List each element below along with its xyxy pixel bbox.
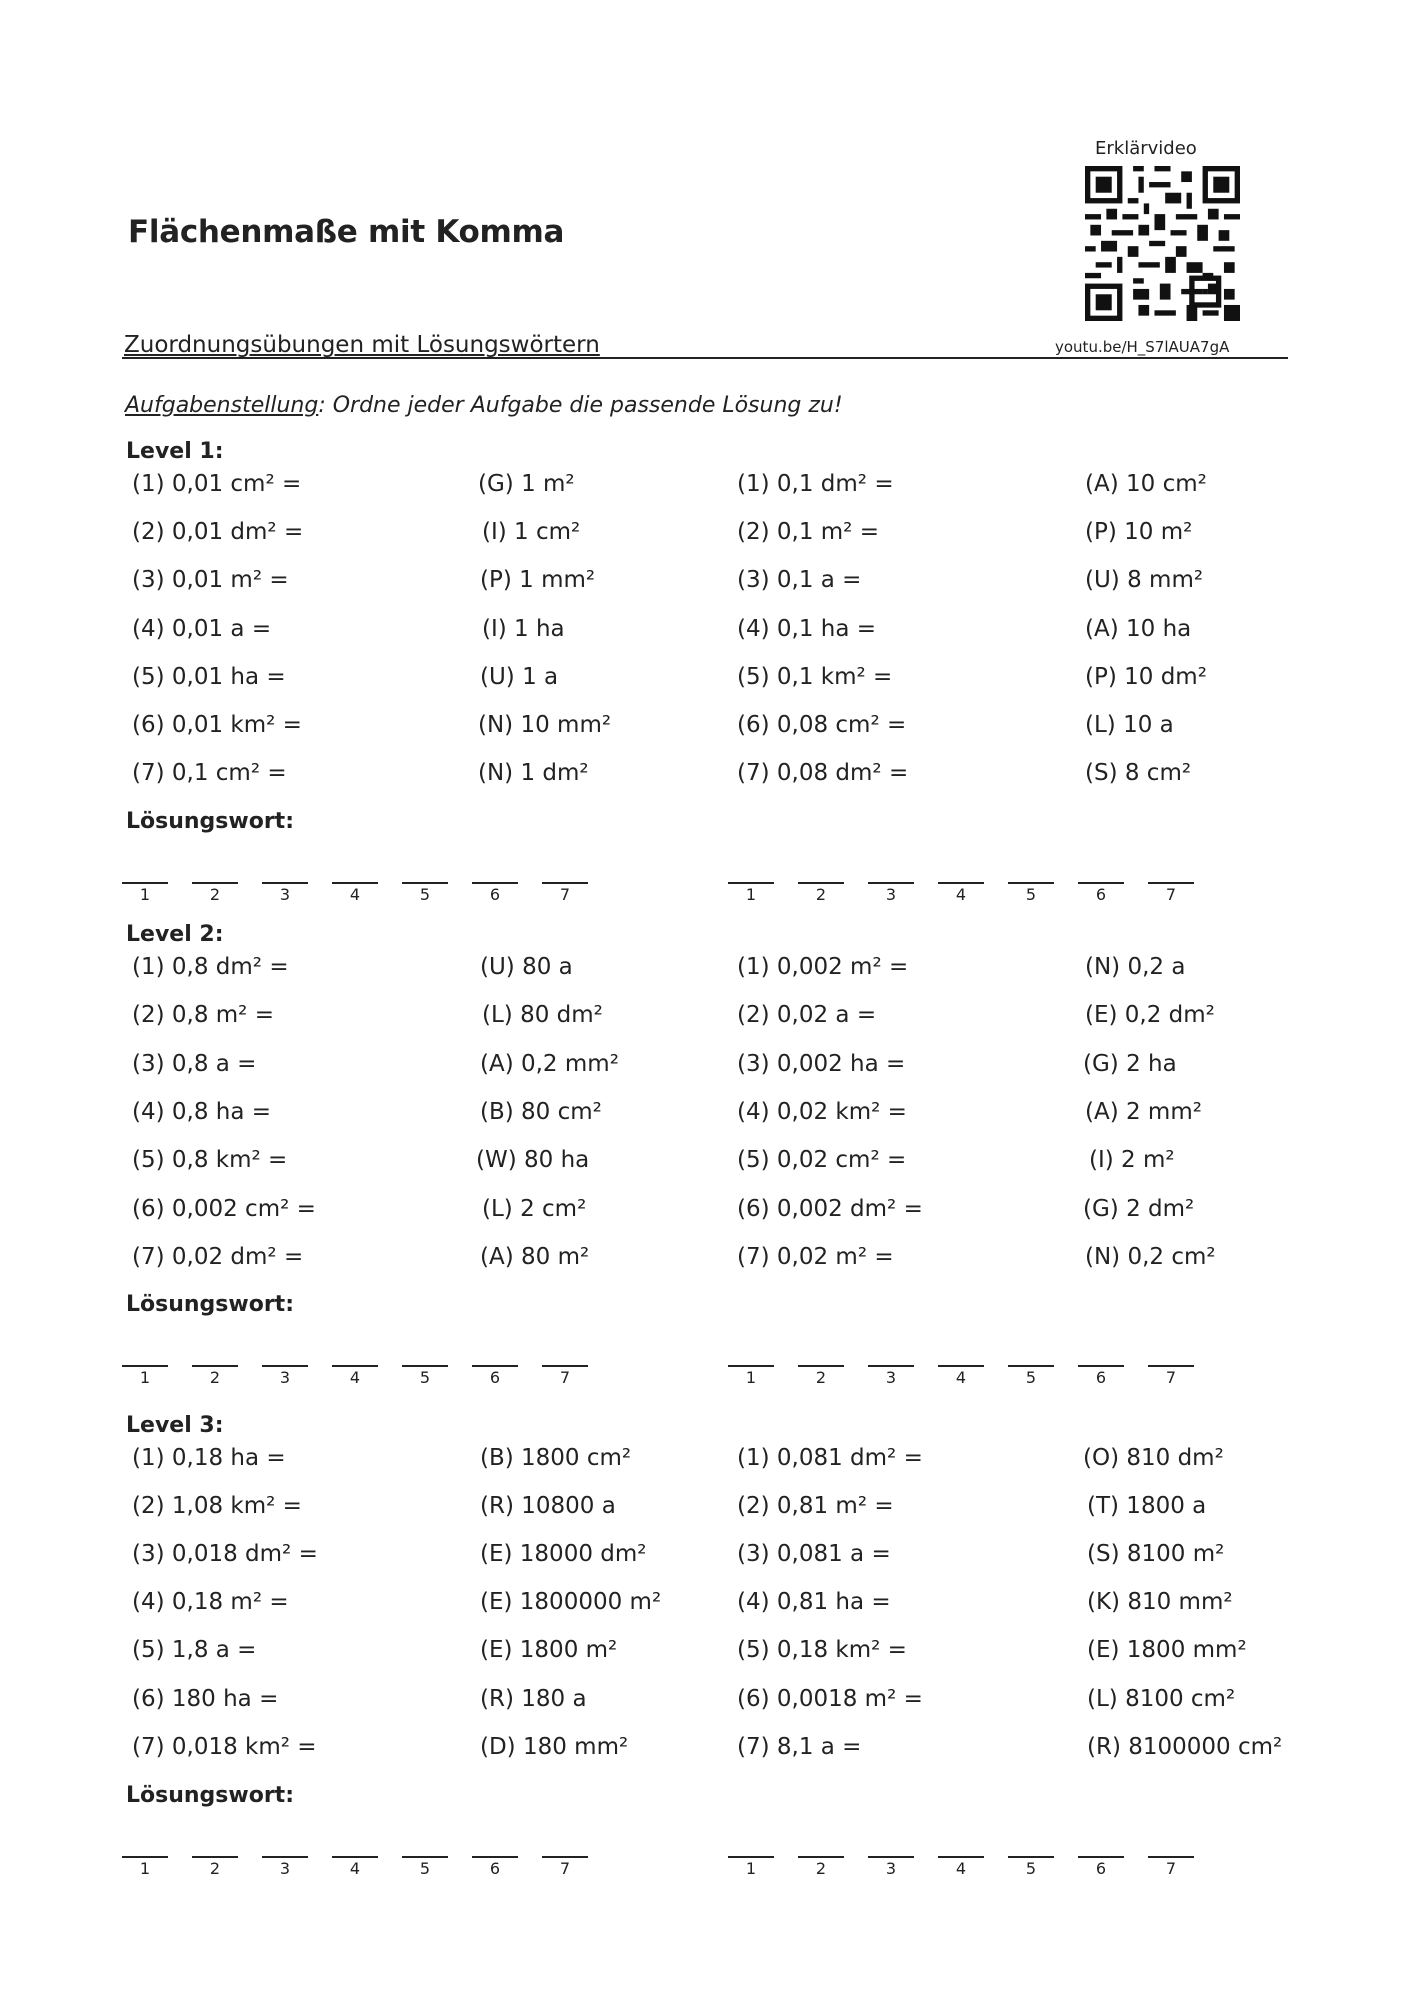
level-1-right-task-5: (5) 0,1 km² =	[737, 664, 893, 690]
level-1-right-task-7: (7) 0,08 dm² =	[737, 760, 909, 786]
level-3-left-task-4: (4) 0,18 m² =	[132, 1589, 289, 1615]
blank-number: 5	[419, 1859, 431, 1878]
level-1-right-task-1: (1) 0,1 dm² =	[737, 471, 894, 497]
level-1-left-answer-6: (N) 10 mm²	[478, 712, 612, 738]
level-1-left-answer-3: (P) 1 mm²	[480, 567, 596, 593]
blank-number: 5	[1025, 885, 1037, 904]
blank-number: 6	[489, 1859, 501, 1878]
blank-number: 7	[1165, 1368, 1177, 1387]
blank-number: 2	[209, 885, 221, 904]
level-3-right-answer-5: (E) 1800 mm²	[1087, 1637, 1247, 1663]
level-2-left-task-4: (4) 0,8 ha =	[132, 1099, 272, 1125]
level-1-left-answer-4: (I) 1 ha	[482, 616, 565, 642]
blank-number: 3	[279, 1368, 291, 1387]
level-1-right-answer-3: (U) 8 mm²	[1085, 567, 1204, 593]
solution-blank[interactable]	[542, 1856, 588, 1858]
task-text: : Ordne jeder Aufgabe die passende Lösung zu!	[318, 393, 843, 418]
level-3-right-task-1: (1) 0,081 dm² =	[737, 1445, 923, 1471]
solution-blank[interactable]	[192, 882, 238, 884]
blank-number: 3	[885, 1368, 897, 1387]
blank-number: 4	[955, 885, 967, 904]
header-divider	[122, 357, 1288, 359]
solution-blank[interactable]	[868, 1856, 914, 1858]
level-2-right-task-6: (6) 0,002 dm² =	[737, 1196, 923, 1222]
solution-blank[interactable]	[542, 1365, 588, 1367]
blank-number: 4	[349, 1859, 361, 1878]
level-3-right-answer-6: (L) 8100 cm²	[1087, 1686, 1236, 1712]
level-2-right-answer-4: (A) 2 mm²	[1085, 1099, 1202, 1125]
level-3-left-answer-6: (R) 180 a	[480, 1686, 587, 1712]
level-2-right-task-1: (1) 0,002 m² =	[737, 954, 909, 980]
page-title: Flächenmaße mit Komma	[128, 214, 565, 250]
level-3-left-task-3: (3) 0,018 dm² =	[132, 1541, 318, 1567]
blank-number: 2	[209, 1368, 221, 1387]
level-3-title: Level 3:	[126, 1413, 224, 1438]
level-1-right-answer-4: (A) 10 ha	[1085, 616, 1192, 642]
level-2-right-answer-6: (G) 2 dm²	[1083, 1196, 1195, 1222]
level-1-right-answer-5: (P) 10 dm²	[1085, 664, 1207, 690]
level-2-title: Level 2:	[126, 922, 224, 947]
blank-number: 3	[279, 885, 291, 904]
blank-number: 1	[139, 1368, 151, 1387]
level-3-right-task-5: (5) 0,18 km² =	[737, 1637, 907, 1663]
level-3-left-task-1: (1) 0,18 ha =	[132, 1445, 286, 1471]
blank-number: 6	[1095, 1859, 1107, 1878]
level-2-left-task-6: (6) 0,002 cm² =	[132, 1196, 316, 1222]
blank-number: 7	[559, 1859, 571, 1878]
level-2-left-task-1: (1) 0,8 dm² =	[132, 954, 289, 980]
level-3-left-answer-4: (E) 1800000 m²	[480, 1589, 662, 1615]
level-3-left-task-2: (2) 1,08 km² =	[132, 1493, 302, 1519]
blank-number: 7	[1165, 1859, 1177, 1878]
qr-code-icon[interactable]	[1085, 166, 1240, 321]
level-2-left-task-3: (3) 0,8 a =	[132, 1051, 257, 1077]
blank-number: 6	[489, 1368, 501, 1387]
level-1-right-answer-1: (A) 10 cm²	[1085, 471, 1207, 497]
level-3-left-answer-2: (R) 10800 a	[480, 1493, 616, 1519]
level-3-solution-label: Lösungswort:	[126, 1783, 294, 1808]
level-2-left-answer-7: (A) 80 m²	[480, 1244, 590, 1270]
blank-number: 4	[955, 1368, 967, 1387]
blank-number: 7	[559, 1368, 571, 1387]
blank-number: 6	[1095, 885, 1107, 904]
level-1-left-task-6: (6) 0,01 km² =	[132, 712, 302, 738]
blank-number: 3	[885, 885, 897, 904]
blank-number: 1	[139, 885, 151, 904]
level-2-right-answer-7: (N) 0,2 cm²	[1085, 1244, 1216, 1270]
level-2-right-answer-1: (N) 0,2 a	[1085, 954, 1186, 980]
level-1-right-task-4: (4) 0,1 ha =	[737, 616, 877, 642]
level-3-left-answer-3: (E) 18000 dm²	[480, 1541, 647, 1567]
blank-number: 5	[1025, 1368, 1037, 1387]
level-2-left-task-5: (5) 0,8 km² =	[132, 1147, 288, 1173]
level-2-right-task-2: (2) 0,02 a =	[737, 1002, 877, 1028]
level-1-left-task-5: (5) 0,01 ha =	[132, 664, 286, 690]
blank-number: 6	[1095, 1368, 1107, 1387]
solution-blank[interactable]	[938, 1365, 984, 1367]
solution-blank[interactable]	[798, 882, 844, 884]
blank-number: 5	[419, 885, 431, 904]
blank-number: 3	[279, 1859, 291, 1878]
level-3-right-task-7: (7) 8,1 a =	[737, 1734, 862, 1760]
blank-number: 4	[955, 1859, 967, 1878]
level-1-left-task-3: (3) 0,01 m² =	[132, 567, 289, 593]
level-1-solution-label: Lösungswort:	[126, 809, 294, 834]
video-caption: Erklärvideo	[1095, 138, 1197, 159]
level-3-left-task-5: (5) 1,8 a =	[132, 1637, 257, 1663]
level-1-title: Level 1:	[126, 439, 224, 464]
level-3-left-task-7: (7) 0,018 km² =	[132, 1734, 317, 1760]
level-1-left-answer-1: (G) 1 m²	[478, 471, 575, 497]
level-2-left-answer-2: (L) 80 dm²	[482, 1002, 603, 1028]
level-2-right-answer-5: (I) 2 m²	[1089, 1147, 1175, 1173]
level-3-right-answer-7: (R) 8100000 cm²	[1087, 1734, 1283, 1760]
solution-blank[interactable]	[1078, 1365, 1124, 1367]
level-1-left-answer-7: (N) 1 dm²	[478, 760, 589, 786]
level-3-right-answer-2: (T) 1800 a	[1087, 1493, 1207, 1519]
level-1-left-task-2: (2) 0,01 dm² =	[132, 519, 304, 545]
level-3-right-answer-3: (S) 8100 m²	[1087, 1541, 1225, 1567]
solution-blank[interactable]	[472, 1365, 518, 1367]
blank-number: 7	[1165, 885, 1177, 904]
level-1-left-answer-5: (U) 1 a	[480, 664, 559, 690]
solution-blank[interactable]	[402, 1365, 448, 1367]
solution-blank[interactable]	[402, 882, 448, 884]
solution-blank[interactable]	[1008, 1856, 1054, 1858]
level-2-right-task-7: (7) 0,02 m² =	[737, 1244, 894, 1270]
solution-blank[interactable]	[542, 882, 588, 884]
solution-blank[interactable]	[798, 1365, 844, 1367]
level-1-left-task-4: (4) 0,01 a =	[132, 616, 272, 642]
level-2-right-answer-3: (G) 2 ha	[1083, 1051, 1177, 1077]
task-instruction	[125, 393, 843, 418]
solution-blank[interactable]	[262, 1856, 308, 1858]
level-2-left-task-2: (2) 0,8 m² =	[132, 1002, 274, 1028]
blank-number: 2	[815, 1859, 827, 1878]
solution-blank[interactable]	[472, 882, 518, 884]
solution-blank[interactable]	[192, 1365, 238, 1367]
solution-blank[interactable]	[728, 882, 774, 884]
solution-blank[interactable]	[938, 882, 984, 884]
level-1-right-task-2: (2) 0,1 m² =	[737, 519, 879, 545]
solution-blank[interactable]	[728, 1856, 774, 1858]
solution-blank[interactable]	[122, 1365, 168, 1367]
level-2-right-task-3: (3) 0,002 ha =	[737, 1051, 906, 1077]
blank-number: 5	[1025, 1859, 1037, 1878]
solution-blank[interactable]	[1008, 1365, 1054, 1367]
blank-number: 5	[419, 1368, 431, 1387]
level-1-left-task-7: (7) 0,1 cm² =	[132, 760, 287, 786]
level-3-left-task-6: (6) 180 ha =	[132, 1686, 279, 1712]
level-3-left-answer-7: (D) 180 mm²	[480, 1734, 629, 1760]
solution-blank[interactable]	[868, 1365, 914, 1367]
level-1-right-answer-6: (L) 10 a	[1085, 712, 1174, 738]
solution-blank[interactable]	[122, 1856, 168, 1858]
solution-blank[interactable]	[332, 882, 378, 884]
blank-number: 7	[559, 885, 571, 904]
video-url[interactable]: youtu.be/H_S7lAUA7gA	[1055, 338, 1230, 356]
solution-blank[interactable]	[1148, 1856, 1194, 1858]
level-1-right-answer-2: (P) 10 m²	[1085, 519, 1193, 545]
subtitle: Zuordnungsübungen mit Lösungswörtern	[124, 332, 600, 358]
level-1-right-task-6: (6) 0,08 cm² =	[737, 712, 907, 738]
level-2-left-answer-1: (U) 80 a	[480, 954, 573, 980]
level-1-left-answer-2: (I) 1 cm²	[482, 519, 581, 545]
level-1-left-task-1: (1) 0,01 cm² =	[132, 471, 302, 497]
blank-number: 1	[745, 1368, 757, 1387]
blank-number: 6	[489, 885, 501, 904]
solution-blank[interactable]	[728, 1365, 774, 1367]
blank-number: 4	[349, 885, 361, 904]
solution-blank[interactable]	[868, 882, 914, 884]
level-3-right-answer-1: (O) 810 dm²	[1083, 1445, 1224, 1471]
solution-blank[interactable]	[472, 1856, 518, 1858]
level-2-right-answer-2: (E) 0,2 dm²	[1085, 1002, 1215, 1028]
solution-blank[interactable]	[1078, 1856, 1124, 1858]
blank-number: 3	[885, 1859, 897, 1878]
blank-number: 2	[815, 885, 827, 904]
solution-blank[interactable]	[1078, 882, 1124, 884]
blank-number: 4	[349, 1368, 361, 1387]
level-2-solution-label: Lösungswort:	[126, 1292, 294, 1317]
task-label: Aufgabenstellung	[125, 393, 319, 418]
level-2-left-answer-4: (B) 80 cm²	[480, 1099, 602, 1125]
solution-blank[interactable]	[402, 1856, 448, 1858]
level-1-right-task-3: (3) 0,1 a =	[737, 567, 862, 593]
level-2-left-answer-6: (L) 2 cm²	[482, 1196, 587, 1222]
blank-number: 1	[139, 1859, 151, 1878]
blank-number: 1	[745, 1859, 757, 1878]
level-3-right-task-6: (6) 0,0018 m² =	[737, 1686, 923, 1712]
level-2-right-task-5: (5) 0,02 cm² =	[737, 1147, 907, 1173]
solution-blank[interactable]	[1008, 882, 1054, 884]
level-3-left-answer-5: (E) 1800 m²	[480, 1637, 618, 1663]
solution-blank[interactable]	[122, 882, 168, 884]
level-3-right-task-2: (2) 0,81 m² =	[737, 1493, 894, 1519]
level-3-right-answer-4: (K) 810 mm²	[1087, 1589, 1233, 1615]
solution-blank[interactable]	[938, 1856, 984, 1858]
level-2-left-task-7: (7) 0,02 dm² =	[132, 1244, 304, 1270]
blank-number: 2	[209, 1859, 221, 1878]
solution-blank[interactable]	[262, 1365, 308, 1367]
level-3-right-task-3: (3) 0,081 a =	[737, 1541, 891, 1567]
blank-number: 1	[745, 885, 757, 904]
level-3-left-answer-1: (B) 1800 cm²	[480, 1445, 632, 1471]
level-2-right-task-4: (4) 0,02 km² =	[737, 1099, 907, 1125]
level-2-left-answer-3: (A) 0,2 mm²	[480, 1051, 619, 1077]
solution-blank[interactable]	[1148, 882, 1194, 884]
blank-number: 2	[815, 1368, 827, 1387]
solution-blank[interactable]	[1148, 1365, 1194, 1367]
level-3-right-task-4: (4) 0,81 ha =	[737, 1589, 891, 1615]
level-1-right-answer-7: (S) 8 cm²	[1085, 760, 1192, 786]
solution-blank[interactable]	[332, 1365, 378, 1367]
solution-blank[interactable]	[192, 1856, 238, 1858]
solution-blank[interactable]	[332, 1856, 378, 1858]
level-2-left-answer-5: (W) 80 ha	[476, 1147, 590, 1173]
solution-blank[interactable]	[262, 882, 308, 884]
solution-blank[interactable]	[798, 1856, 844, 1858]
